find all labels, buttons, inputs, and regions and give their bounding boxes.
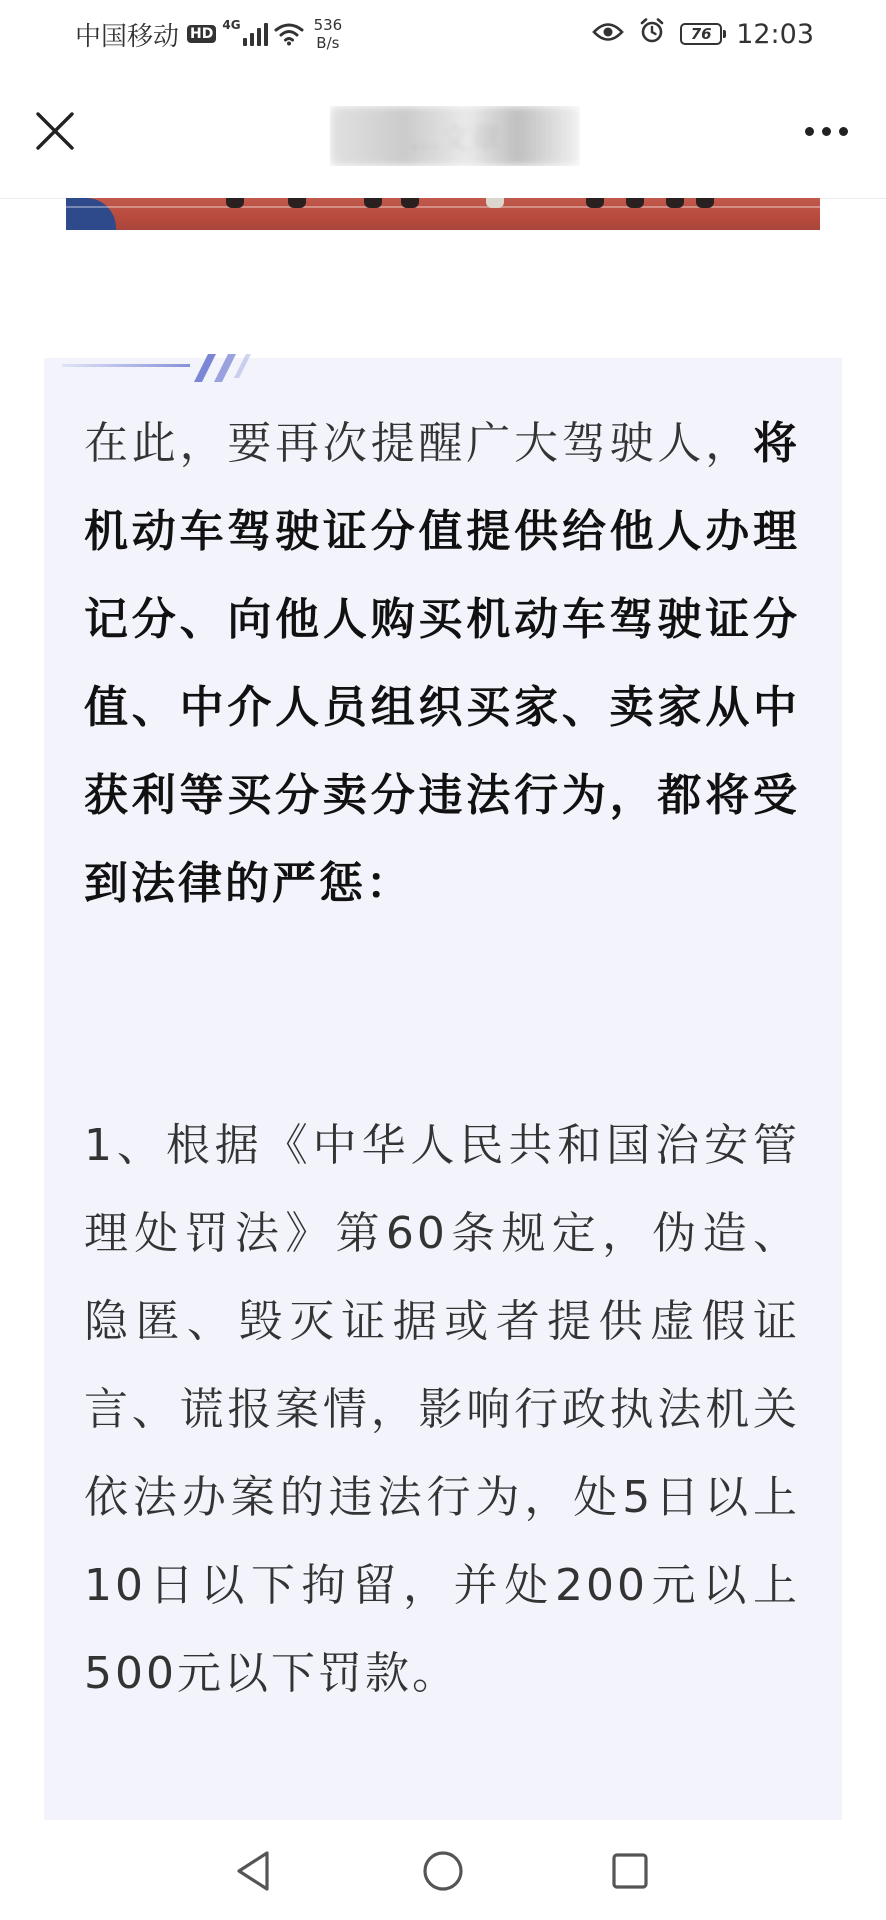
status-bar (0, 0, 886, 66)
network-speed-unit: B/s (316, 34, 340, 52)
article-paragraph-law: 1、根据《中华人民共和国治安管理处罚法》第60条规定，伪造、隐匿、毁灭证据或者提供虚假证言、谎报案情，影响行政执法机关依法办案的违法行为，处5日以上10日以下拘留，并处200元以上500元以下罚款。 (84, 1120, 800, 1699)
image-shoe (666, 198, 684, 208)
image-shoe (401, 198, 419, 208)
close-button[interactable] (30, 106, 80, 156)
more-dot-icon (839, 127, 848, 136)
network-generation: 4G (222, 18, 241, 32)
more-dot-icon (822, 127, 831, 136)
clock-time: 12:03 (736, 18, 814, 50)
hd-badge: HD (187, 25, 216, 43)
close-icon (35, 111, 75, 151)
paragraph-plain-text: 在此，要再次提醒广大驾驶人， (84, 418, 753, 469)
recents-square-icon (610, 1851, 650, 1891)
article-image (66, 198, 820, 230)
battery-level: 76 (690, 25, 712, 43)
system-recents-button[interactable] (605, 1846, 655, 1896)
nav-title (330, 106, 580, 166)
image-foreground-shape (66, 198, 116, 230)
image-shoe (696, 198, 714, 208)
network-speed (314, 16, 343, 52)
quote-decoration-icon (62, 348, 272, 384)
article-paragraph-warning (84, 400, 800, 928)
more-dot-icon (805, 127, 814, 136)
system-home-button[interactable] (418, 1846, 468, 1896)
status-left-group (75, 16, 342, 52)
image-shoe (288, 198, 306, 208)
network-speed-value: 536 (313, 16, 343, 34)
paragraph-bold-text: 将机动车驾驶证分值提供给他人办理记分、向他人购买机动车驾驶证分值、中介人员组织买家、卖家从中获利等买分卖分违法行为，都将受到法律的严惩： (84, 418, 800, 909)
image-shoe (626, 198, 644, 208)
image-shoe (364, 198, 382, 208)
image-shoe (486, 198, 504, 208)
article-nav-bar (0, 66, 886, 199)
status-right-group (592, 16, 814, 52)
signal-strength-icon (243, 22, 268, 46)
carrier-name: 中国移动 (75, 21, 180, 52)
system-nav-bar (0, 1822, 886, 1920)
image-shoe (586, 198, 604, 208)
alarm-icon (638, 17, 666, 52)
battery-icon (680, 23, 722, 45)
image-shoe (226, 198, 244, 208)
wifi-icon (274, 22, 304, 46)
eye-comfort-icon (592, 19, 624, 50)
more-options-button[interactable] (796, 106, 856, 156)
back-triangle-icon (233, 1849, 273, 1893)
home-circle-icon (421, 1849, 465, 1893)
title-redaction (330, 106, 580, 166)
system-back-button[interactable] (228, 1846, 278, 1896)
